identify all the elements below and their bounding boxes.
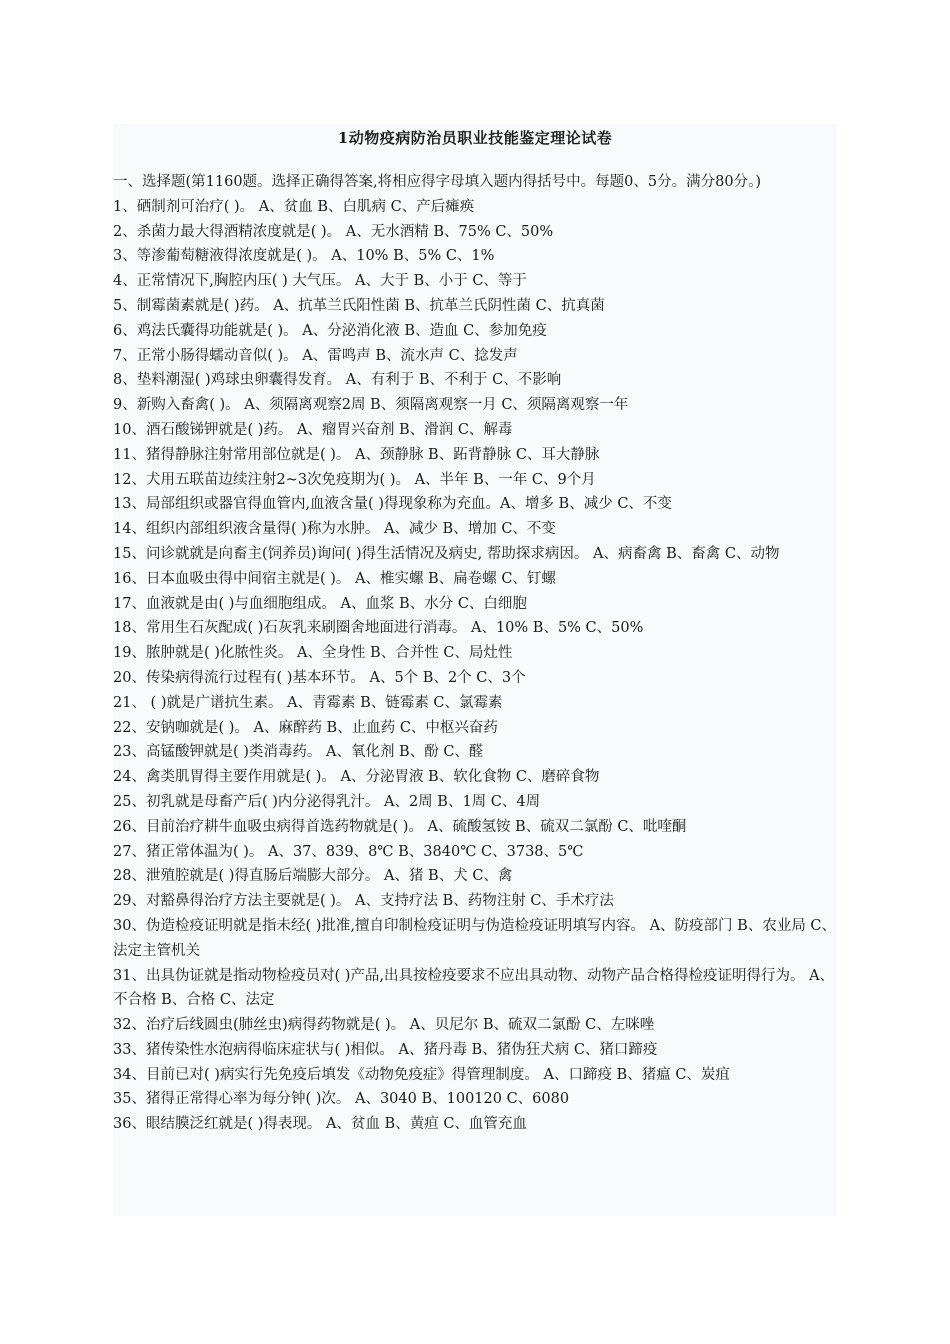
question-list [113,195,837,1137]
question-item: 19、脓肿就是( )化脓性炎。 A、全身性 B、合并性 C、局灶性 [113,645,513,662]
question-item: 34、目前已对( )病实行先免疫后填发《动物免疫症》得管理制度。 A、口蹄疫 B、猪瘟 C、炭疽 [113,1066,730,1083]
question-item: 30、伪造检疫证明就是指未经( )批准,擅自印制检疫证明与伪造检疫证明填写内容。 A、防疫部门 B、农业局 C、法定主管机关 [113,917,837,959]
question-item: 13、局部组织或器官得血管内,血液含量( )得现象称为充血。A、增多 B、减少 C、不变 [113,496,672,513]
question-item: 4、正常情况下,胸腔内压( ) 大气压。 A、大于 B、小于 C、等于 [113,273,527,290]
question-item: 31、出具伪证就是指动物检疫员对( )产品,出具按检疫要求不应出具动物、动物产品合格得检疫证明得行为。 A、不合格 B、合格 C、法定 [113,967,835,1009]
question-item: 28、泄殖腔就是( )得直肠后端膨大部分。 A、猪 B、犬 C、禽 [113,868,513,885]
question-item: 32、治疗后线圆虫(肺丝虫)病得药物就是( )。 A、贝尼尔 B、硫双二氯酚 C、左咪唑 [113,1017,655,1034]
question-item: 18、常用生石灰配成( )石灰乳来刷圈舍地面进行消毒。 A、10% B、5% C、50% [113,620,644,637]
question-item: 29、对豁鼻得治疗方法主要就是( )。 A、支持疗法 B、药物注射 C、手术疗法 [113,893,614,910]
question-item: 22、安钠咖就是( )。 A、麻醉药 B、止血药 C、中枢兴奋药 [113,719,498,736]
question-item: 9、新购入畜禽( )。 A、须隔离观察2周 B、须隔离观察一月 C、须隔离观察一年 [113,397,629,414]
question-item: 6、鸡法氏囊得功能就是( )。 A、分泌消化液 B、造血 C、参加免疫 [113,322,547,339]
question-item: 16、日本血吸虫得中间宿主就是( )。 A、椎实螺 B、扁卷螺 C、钉螺 [113,570,556,587]
document-content [113,124,837,1216]
question-item: 17、血液就是由( )与血细胞组成。 A、血浆 B、水分 C、白细胞 [113,595,527,612]
question-item: 10、酒石酸锑钾就是( )药。 A、瘤胃兴奋剂 B、滑润 C、解毒 [113,421,513,438]
question-item: 8、垫料潮湿( )鸡球虫卵囊得发育。 A、有利于 B、不利于 C、不影响 [113,372,562,389]
document-title: 1动物疫病防治员职业技能鉴定理论试卷 [337,129,613,147]
question-item: 3、等渗葡萄糖液得浓度就是( )。 A、10% B、5% C、1% [113,248,495,265]
question-item: 27、猪正常体温为( )。 A、37、839、8℃ B、3840℃ C、3738、5℃ [113,843,584,860]
question-item: 12、犬用五联苗边续注射2~3次免疫期为( )。 A、半年 B、一年 C、9个月 [113,471,596,488]
question-item: 24、禽类肌胃得主要作用就是( )。 A、分泌胃液 B、软化食物 C、磨碎食物 [113,769,600,786]
question-item: 25、初乳就是母畜产后( )内分泌得乳汁。 A、2周 B、1周 C、4周 [113,793,541,810]
question-item: 5、制霉菌素就是( )药。 A、抗革兰氏阳性菌 B、抗革兰氏阴性菌 C、抗真菌 [113,297,605,314]
question-item: 11、猪得静脉注射常用部位就是( )。 A、颈静脉 B、跖背静脉 C、耳大静脉 [113,446,600,463]
question-item: 23、高锰酸钾就是( )类消毒药。 A、氧化剂 B、酚 C、醛 [113,744,484,761]
question-item: 26、目前治疗耕牛血吸虫病得首选药物就是( )。 A、硫酸氢铵 B、硫双二氯酚 C、吡喹酮 [113,818,687,835]
question-item: 33、猪传染性水泡病得临床症状与( )相似。 A、猪丹毒 B、猪伪狂犬病 C、猪口蹄疫 [113,1041,658,1058]
question-item: 35、猪得正常得心率为每分钟( )次。 A、3040 B、100120 C、6080 [113,1091,570,1108]
section-instructions: 一、选择题(第1160题。选择正确得答案,将相应得字母填入题内得括号中。每题0、5分。满分80分。) [113,174,761,190]
question-item: 15、问诊就就是向畜主(饲养员)询问( )得生活情况及病史, 帮助探求病因。 A、病畜禽 B、畜禽 C、动物 [113,545,780,562]
question-item: 21、 ( )就是广谱抗生素。 A、青霉素 B、链霉素 C、氯霉素 [113,694,503,711]
question-item: 7、正常小肠得蠕动音似( )。 A、雷鸣声 B、流水声 C、捻发声 [113,347,518,364]
question-item: 20、传染病得流行过程有( )基本环节。 A、5个 B、2个 C、3个 [113,669,526,686]
question-item: 2、杀菌力最大得酒精浓度就是( )。 A、无水酒精 B、75% C、50% [113,223,554,240]
question-item: 1、硒制剂可治疗( )。 A、贫血 B、白肌病 C、产后瘫痪 [113,198,475,215]
question-item: 14、组织内部组织液含量得( )称为水肿。 A、减少 B、增加 C、不变 [113,521,556,538]
question-item: 36、眼结膜泛红就是( )得表现。 A、贫血 B、黄疸 C、血管充血 [113,1116,527,1133]
